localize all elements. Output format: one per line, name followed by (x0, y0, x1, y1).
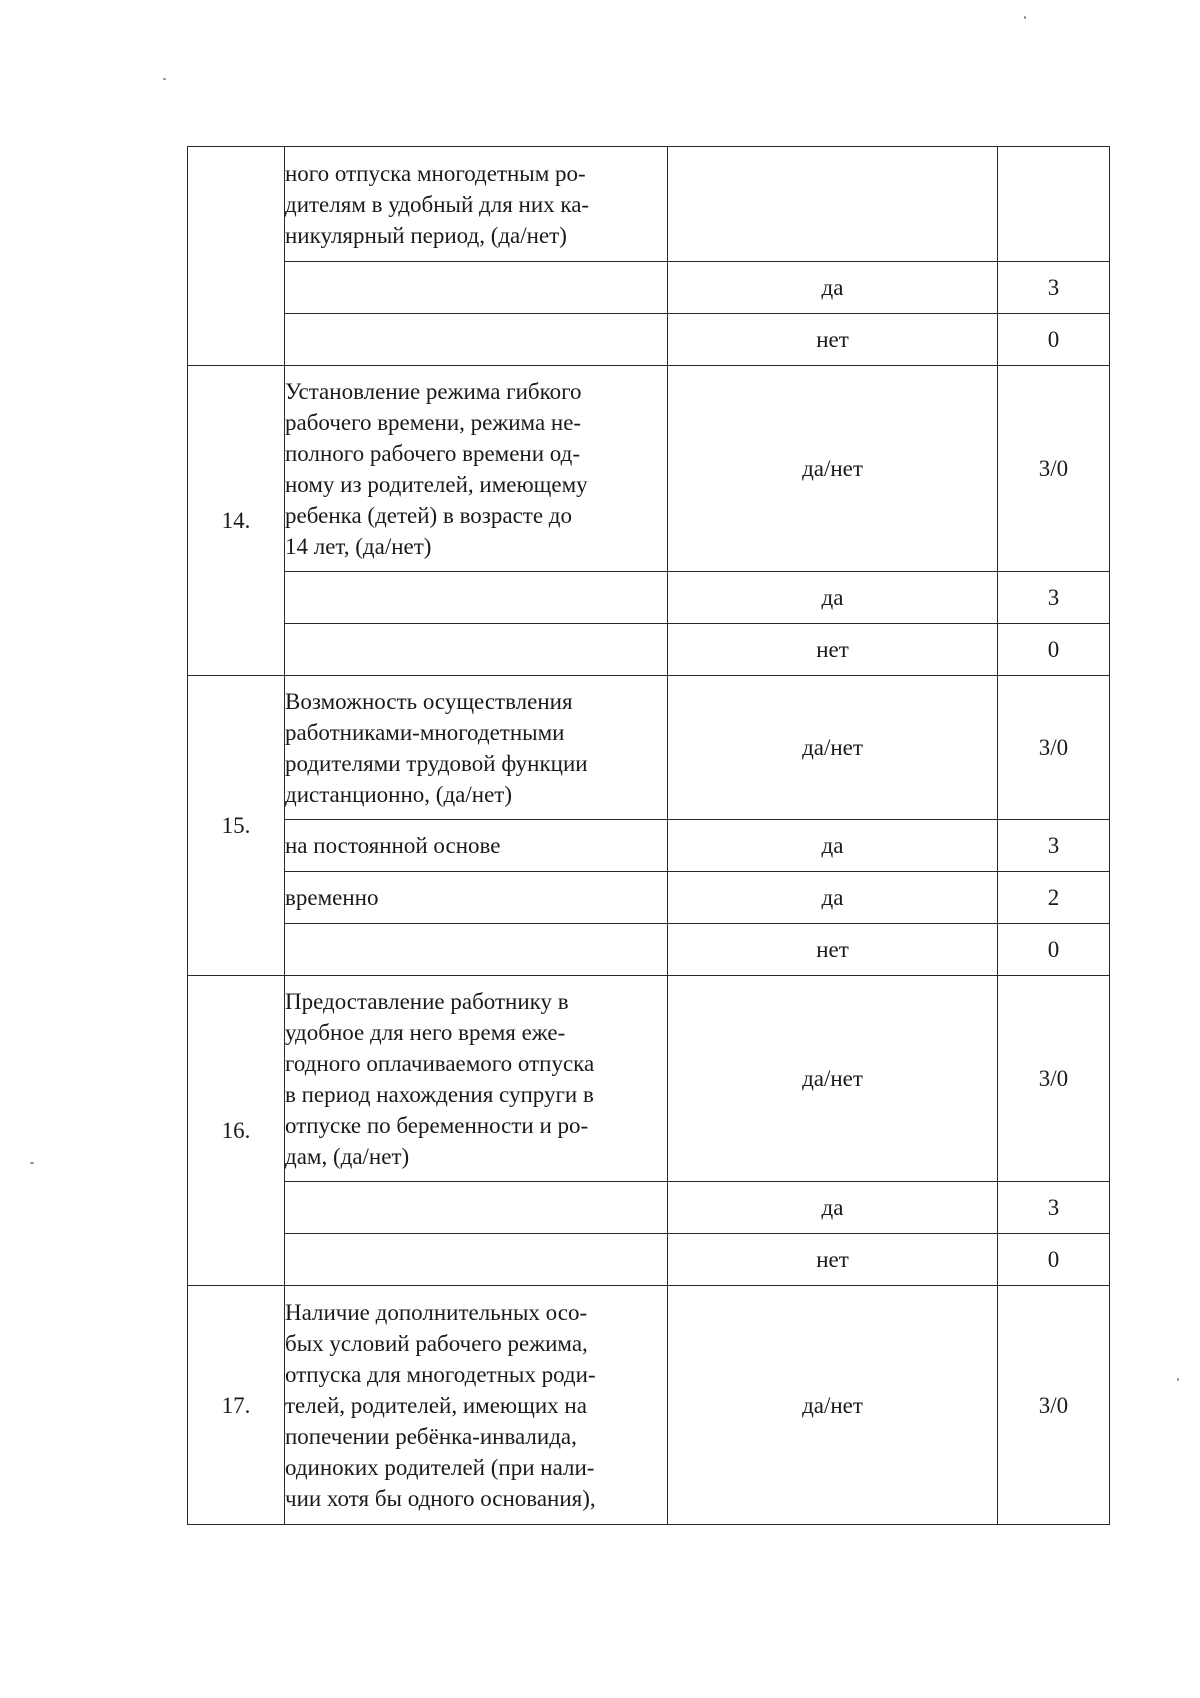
option-label: временно (285, 872, 668, 924)
criterion-number: 14. (188, 366, 285, 676)
criterion-score (998, 147, 1110, 262)
criterion-answer: да/нет (668, 1286, 998, 1525)
option-score: 2 (998, 872, 1110, 924)
scan-speck (1177, 1378, 1179, 1381)
criterion-answer: да/нет (668, 676, 998, 820)
criterion-row (188, 366, 1110, 572)
option-label (285, 924, 668, 976)
option-answer: нет (668, 624, 998, 676)
criterion-number: 17. (188, 1286, 285, 1525)
option-row (188, 924, 1110, 976)
option-score: 3 (998, 262, 1110, 314)
option-row (188, 820, 1110, 872)
criterion-answer: да/нет (668, 366, 998, 572)
criterion-text: Возможность осуществления работниками-многодетными родителями трудовой функции дистанционно, (да/нет) (285, 676, 668, 820)
criterion-number: 16. (188, 976, 285, 1286)
option-label (285, 262, 668, 314)
criterion-score: 3/0 (998, 366, 1110, 572)
option-row (188, 624, 1110, 676)
option-answer: да (668, 820, 998, 872)
option-row (188, 1182, 1110, 1234)
criterion-number: 15. (188, 676, 285, 976)
option-score: 0 (998, 1234, 1110, 1286)
criterion-number (188, 147, 285, 366)
scan-speck (163, 78, 166, 80)
option-label (285, 572, 668, 624)
criterion-text: ного отпуска многодетным ро- дителям в удобный для них ка- никулярный период, (да/нет) (285, 147, 668, 262)
criterion-answer: да/нет (668, 976, 998, 1182)
option-row (188, 572, 1110, 624)
option-label (285, 1234, 668, 1286)
criterion-row (188, 976, 1110, 1182)
criterion-text: Наличие дополнительных осо- бых условий рабочего режима, отпуска для многодетных роди- телей, родителей, имеющих на попечении ребёнка-инвалида, одиноких родителей (при нали- чии хотя бы одного основания), (285, 1286, 668, 1525)
option-label (285, 624, 668, 676)
option-score: 0 (998, 924, 1110, 976)
option-label (285, 314, 668, 366)
criterion-score: 3/0 (998, 976, 1110, 1182)
option-score: 3 (998, 572, 1110, 624)
option-score: 3 (998, 1182, 1110, 1234)
option-score: 3 (998, 820, 1110, 872)
option-answer: нет (668, 314, 998, 366)
option-answer: нет (668, 924, 998, 976)
option-answer: да (668, 572, 998, 624)
criterion-row (188, 147, 1110, 262)
option-label: на постоянной основе (285, 820, 668, 872)
scan-speck (30, 1162, 34, 1164)
criterion-row (188, 1286, 1110, 1525)
option-answer: да (668, 262, 998, 314)
option-label (285, 1182, 668, 1234)
criteria-table (187, 146, 1110, 1525)
criterion-text: Предоставление работнику в удобное для него время еже- годного оплачиваемого отпуска в период нахождения супруги в отпуске по беременности и ро- дам, (да/нет) (285, 976, 668, 1182)
criterion-score: 3/0 (998, 676, 1110, 820)
criterion-row (188, 676, 1110, 820)
criterion-text: Установление режима гибкого рабочего времени, режима не- полного рабочего времени од- ному из родителей, имеющему ребенка (детей) в возрасте до 14 лет, (да/нет) (285, 366, 668, 572)
option-score: 0 (998, 314, 1110, 366)
option-score: 0 (998, 624, 1110, 676)
option-answer: нет (668, 1234, 998, 1286)
option-row (188, 262, 1110, 314)
scan-speck (1024, 16, 1026, 19)
option-row (188, 314, 1110, 366)
option-row (188, 872, 1110, 924)
option-row (188, 1234, 1110, 1286)
criterion-score: 3/0 (998, 1286, 1110, 1525)
option-answer: да (668, 872, 998, 924)
option-answer: да (668, 1182, 998, 1234)
criterion-answer (668, 147, 998, 262)
